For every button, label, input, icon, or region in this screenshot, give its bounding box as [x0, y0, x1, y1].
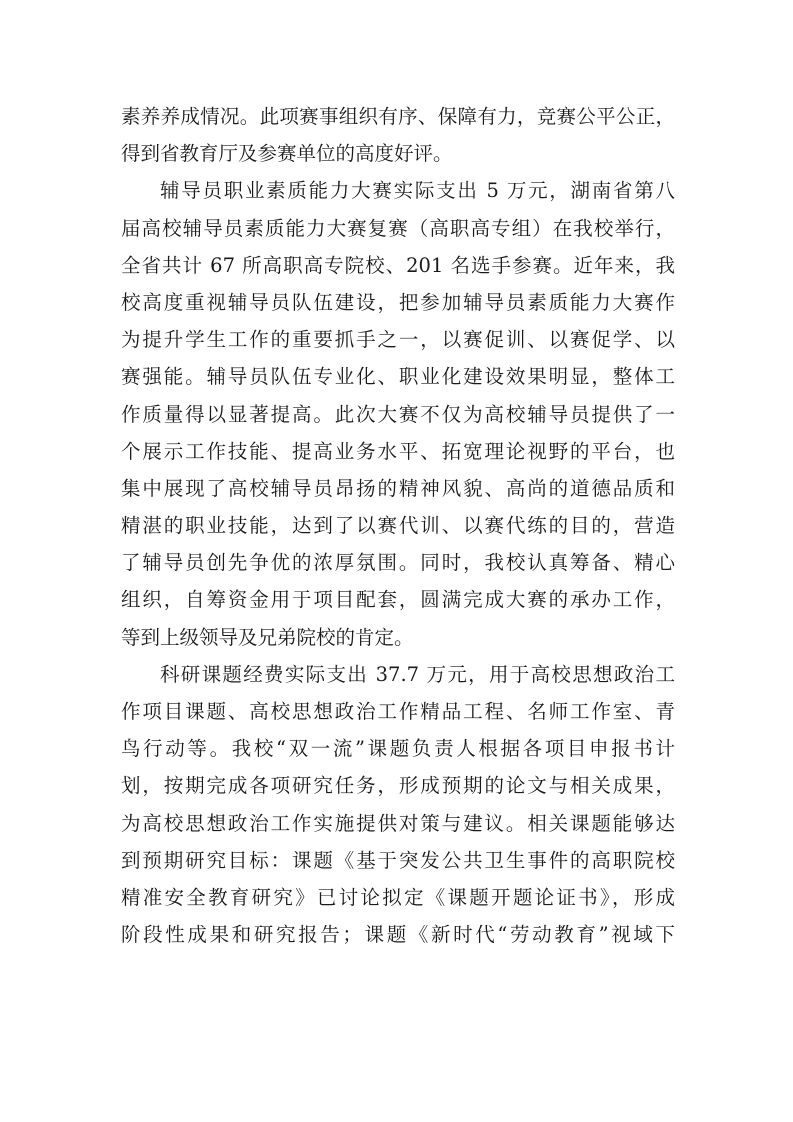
text-line: 划，按期完成各项研究任务，形成预期的论文与相关成果， — [121, 774, 675, 798]
text-line: 了辅导员创先争优的浓厚氛围。同时，我校认真筹备、精心 — [121, 551, 675, 575]
text-line: 届高校辅导员素质能力大赛复赛（高职高专组）在我校举行， — [121, 216, 675, 240]
text-line: 为高校思想政治工作实施提供对策与建议。相关课题能够达 — [121, 811, 675, 835]
text-line: 到预期研究目标：课题《基于突发公共卫生事件的高职院校 — [121, 848, 675, 872]
text-line: 得到省教育厅及参赛单位的高度好评。 — [121, 142, 453, 166]
text-line: 赛强能。辅导员队伍专业化、职业化建设效果明显，整体工 — [121, 365, 675, 389]
text-line: 作质量得以显著提高。此次大赛不仅为高校辅导员提供了一 — [121, 402, 675, 426]
text-line: 科研课题经费实际支出 37.7 万元，用于高校思想政治工 — [160, 662, 675, 686]
text-line: 个展示工作技能、提高业务水平、拓宽理论视野的平台，也 — [121, 439, 675, 463]
text-line: 鸟行动等。我校“双一流”课题负责人根据各项目申报书计 — [121, 737, 675, 761]
text-line: 阶段性成果和研究报告；课题《新时代“劳动教育”视域下 — [121, 923, 675, 947]
paragraph-counselor-competition — [121, 172, 675, 655]
text-line: 集中展现了高校辅导员昂扬的精神风貌、高尚的道德品质和 — [121, 476, 675, 500]
text-line: 校高度重视辅导员队伍建设，把参加辅导员素质能力大赛作 — [121, 290, 675, 314]
paragraph-research-funding — [121, 656, 675, 954]
paragraph-continued-competition — [121, 98, 675, 172]
text-line: 为提升学生工作的重要抓手之一，以赛促训、以赛促学、以 — [121, 328, 675, 352]
document-body — [121, 98, 675, 953]
text-line: 作项目课题、高校思想政治工作精品工程、名师工作室、青 — [121, 700, 675, 723]
text-line: 等到上级领导及兄弟院校的肯定。 — [121, 625, 414, 649]
text-line: 素养养成情况。此项赛事组织有序、保障有力，竞赛公平公正， — [121, 105, 675, 128]
text-line: 组织，自筹资金用于项目配套，圆满完成大赛的承办工作， — [121, 588, 675, 612]
text-line: 精湛的职业技能，达到了以赛代训、以赛代练的目的，营造 — [121, 514, 675, 538]
text-line: 辅导员职业素质能力大赛实际支出 5 万元，湖南省第八 — [160, 179, 675, 203]
text-line: 精准安全教育研究》已讨论拟定《课题开题论证书》，形成 — [121, 885, 675, 909]
text-line: 全省共计 67 所高职高专院校、201 名选手参赛。近年来，我 — [121, 253, 675, 277]
